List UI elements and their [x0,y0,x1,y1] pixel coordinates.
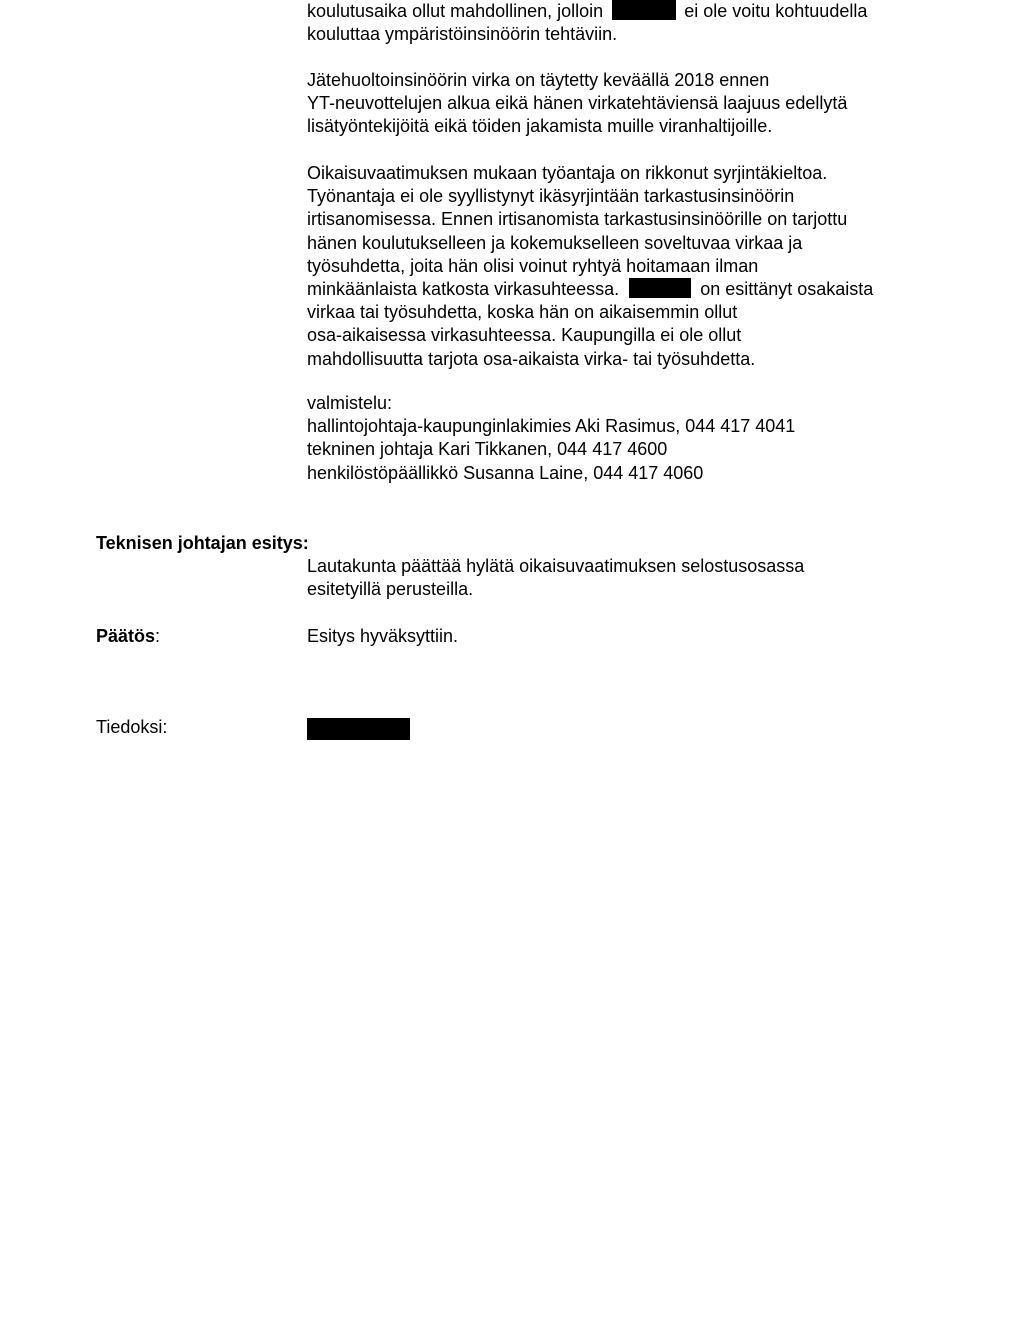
text-line: osa-aikaisessa virkasuhteessa. Kaupungilla ei ole ollut [307,325,742,346]
text-segment: on esittänyt osakaista [700,278,874,299]
text-line: irtisanomisessa. Ennen irtisanomista tarkastusinsinöörille on tarjottu [307,209,848,230]
decision-text [307,625,947,648]
redaction-bar [307,718,410,740]
text-segment: koulutusaika ollut mahdollinen, jolloin [307,1,604,21]
text-line: virkaa tai työsuhdetta, koska hän on aikaisemmin ollut [307,302,738,323]
redaction-bar [629,278,691,298]
text-line [307,278,947,301]
text-line: YT-neuvottelujen alkua eikä hänen virkatehtäviensä laajuus edellytä [307,93,848,114]
preparer-line: henkilöstöpäällikkö Susanna Laine, 044 417 4060 [307,462,704,483]
notice-label: Tiedoksi: [96,717,168,737]
decision-label-colon: : [155,626,161,646]
text-line: Oikaisuvaatimuksen mukaan työantaja on rikkonut syrjintäkieltoa. [307,163,828,183]
preparer-line: tekninen johtaja Kari Tikkanen, 044 417 4600 [307,439,668,460]
text-line: Lautakunta päättää hylätä oikaisuvaatimuksen selostusosassa [307,556,805,576]
redaction-bar [612,0,676,20]
paragraph-waste-engineer [307,69,947,139]
decision-label [96,625,160,648]
text-segment: minkäänlaista katkosta virkasuhteessa. [307,278,620,299]
paragraph-discrimination [307,162,947,371]
paragraph-training [307,0,947,46]
text-line: Esitys hyväksyttiin. [307,626,459,646]
text-line: kouluttaa ympäristöinsinöörin tehtäviin. [307,24,618,45]
preparation-heading: valmistelu: [307,393,393,413]
text-line: lisätyöntekijöitä eikä töiden jakamista muille viranhaltijoille. [307,116,773,137]
text-line [307,0,947,23]
preparer-line: hallintojohtaja-kaupunginlakimies Aki Rasimus, 044 417 4041 [307,416,796,437]
text-line: mahdollisuutta tarjota osa-aikaista virka- tai työsuhdetta. [307,348,756,369]
text-line: Jätehuoltoinsinöörin virka on täytetty keväällä 2018 ennen [307,70,770,90]
proposal-text [307,555,947,601]
decision-label-text: Päätös [96,626,156,646]
text-segment: ei ole voitu kohtuudella [684,1,868,21]
proposal-label: Teknisen johtajan esitys: [96,533,309,553]
text-line: esitetyillä perusteilla. [307,579,474,600]
preparation-section [307,392,947,485]
text-line: Työnantaja ei ole syyllistynyt ikäsyrjintään tarkastusinsinöörin [307,186,795,207]
text-line: hänen koulutukselleen ja kokemukselleen soveltuvaa virkaa ja [307,232,803,253]
text-line: työsuhdetta, joita hän olisi voinut ryhtyä hoitamaan ilman [307,255,759,276]
